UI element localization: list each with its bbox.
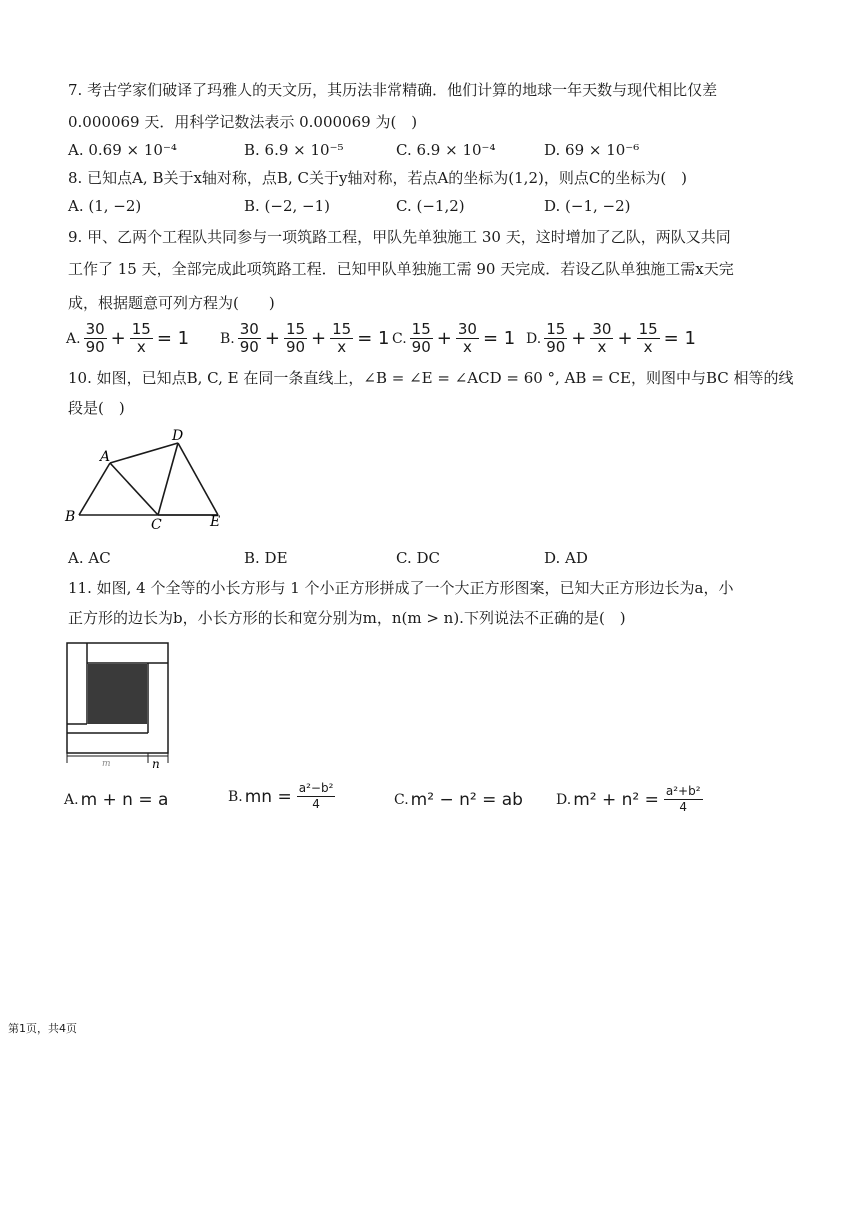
q7-stem-line2: 0.000069 天．用科学记数法表示 0.000069 为( ) bbox=[68, 113, 418, 131]
fraction: $\frac{15}{x}$ bbox=[131, 320, 151, 356]
label-e: E bbox=[210, 514, 221, 530]
q7-option-c: C. 6.9 × 10⁻⁴ bbox=[396, 141, 496, 159]
q10-stem-line2: 段是( ) bbox=[68, 399, 125, 417]
q8-option-a: A. (1, −2) bbox=[68, 197, 142, 215]
fraction: $\frac{15}{90}$ bbox=[546, 320, 566, 356]
q11-option-c: C. m² − n² = ab bbox=[394, 790, 523, 810]
fraction: $\frac{\text{a²−b²}}{4}$ bbox=[298, 781, 334, 811]
fraction: $\frac{15}{x}$ bbox=[332, 320, 352, 356]
page-footer: 第1页，共4页 bbox=[8, 1022, 77, 1035]
q9-option-c: C. $\frac{15}{90}$ + $\frac{30}{x}$ = 1 bbox=[392, 320, 516, 356]
q10-option-c: C. DC bbox=[396, 549, 440, 567]
q11-stem-line1: 11. 如图, 4 个全等的小长方形与 1 个小正方形拼成了一个大正方形图案，已知大正方形边长为a，小 bbox=[68, 579, 734, 597]
q8-option-d: D. (−1, −2) bbox=[544, 197, 631, 215]
q9-option-d: D. $\frac{15}{90}$ + $\frac{30}{x}$ + $\frac{15}{x}$ = 1 bbox=[526, 320, 696, 356]
fraction: $\frac{15}{x}$ bbox=[638, 320, 658, 356]
q9-stem-line2: 工作了 15 天，全部完成此项筑路工程．已知甲队单独施工需 90 天完成．若设乙队单独施工需x天完 bbox=[68, 260, 734, 278]
fraction: $\frac{30}{x}$ bbox=[592, 320, 612, 356]
square-figure bbox=[60, 638, 180, 770]
q11-stem-line2: 正方形的边长为b，小长方形的长和宽分别为m，n(m > n).下列说法不正确的是( ) bbox=[68, 609, 626, 627]
q7-stem-line1: 7. 考古学家们破译了玛雅人的天文历，其历法非常精确．他们计算的地球一年天数与现代相比仅差 bbox=[68, 81, 718, 99]
fraction: $\frac{15}{90}$ bbox=[411, 320, 431, 356]
label-a: A bbox=[100, 449, 111, 465]
q8-option-b: B. (−2, −1) bbox=[244, 197, 331, 215]
q9-stem-line3: 成，根据题意可列方程为( ) bbox=[68, 294, 275, 312]
q10-option-b: B. DE bbox=[244, 549, 288, 567]
q11-option-b: B. mn = $\frac{\text{a²−b²}}{4}$ bbox=[228, 781, 334, 811]
q7-option-b: B. 6.9 × 10⁻⁵ bbox=[244, 141, 344, 159]
triangle-figure bbox=[60, 425, 240, 535]
q10-option-a: A. AC bbox=[68, 549, 111, 567]
label-c: C bbox=[151, 517, 162, 533]
q11-option-a: A. m + n = a bbox=[64, 790, 169, 810]
q9-stem-line1: 9. 甲、乙两个工程队共同参与一项筑路工程，甲队先单独施工 30 天，这时增加了乙队，两队又共同 bbox=[68, 228, 731, 246]
q7-option-a: A. 0.69 × 10⁻⁴ bbox=[68, 141, 177, 159]
q7-option-d: D. 69 × 10⁻⁶ bbox=[544, 141, 640, 159]
q9-option-b: B. $\frac{30}{90}$ + $\frac{15}{90}$ + $\frac{15}{x}$ = 1 bbox=[220, 320, 390, 356]
label-n: n bbox=[152, 757, 160, 770]
fraction: $\frac{30}{90}$ bbox=[239, 320, 259, 356]
label-b: B bbox=[65, 509, 76, 525]
label-m: m bbox=[102, 759, 111, 769]
fraction: $\frac{\text{a²+b²}}{4}$ bbox=[665, 784, 701, 814]
q8-stem: 8. 已知点A, B关于x轴对称，点B, C关于y轴对称，若点A的坐标为(1,2)，则点C的坐标为( ) bbox=[68, 169, 688, 187]
q8-option-c: C. (−1,2) bbox=[396, 197, 465, 215]
q10-stem-line1: 10. 如图，已知点B, C, E 在同一条直线上，∠B = ∠E = ∠ACD = 60 °, AB = CE，则图中与BC 相等的线 bbox=[68, 369, 794, 387]
q9-option-a-label: A. bbox=[66, 330, 81, 347]
fraction: $\frac{15}{90}$ bbox=[285, 320, 306, 356]
fraction: $\frac{30}{90}$ bbox=[85, 320, 105, 356]
label-d: D bbox=[172, 428, 184, 444]
q10-option-d: D. AD bbox=[544, 549, 588, 567]
q11-option-d: D. m² + n² = $\frac{\text{a²+b²}}{4}$ bbox=[556, 784, 701, 814]
q9-option-a: A. $\frac{30}{90}$ + $\frac{15}{x}$ = 1 bbox=[66, 320, 190, 356]
small-square bbox=[88, 664, 147, 724]
fraction: $\frac{30}{x}$ bbox=[457, 320, 477, 356]
